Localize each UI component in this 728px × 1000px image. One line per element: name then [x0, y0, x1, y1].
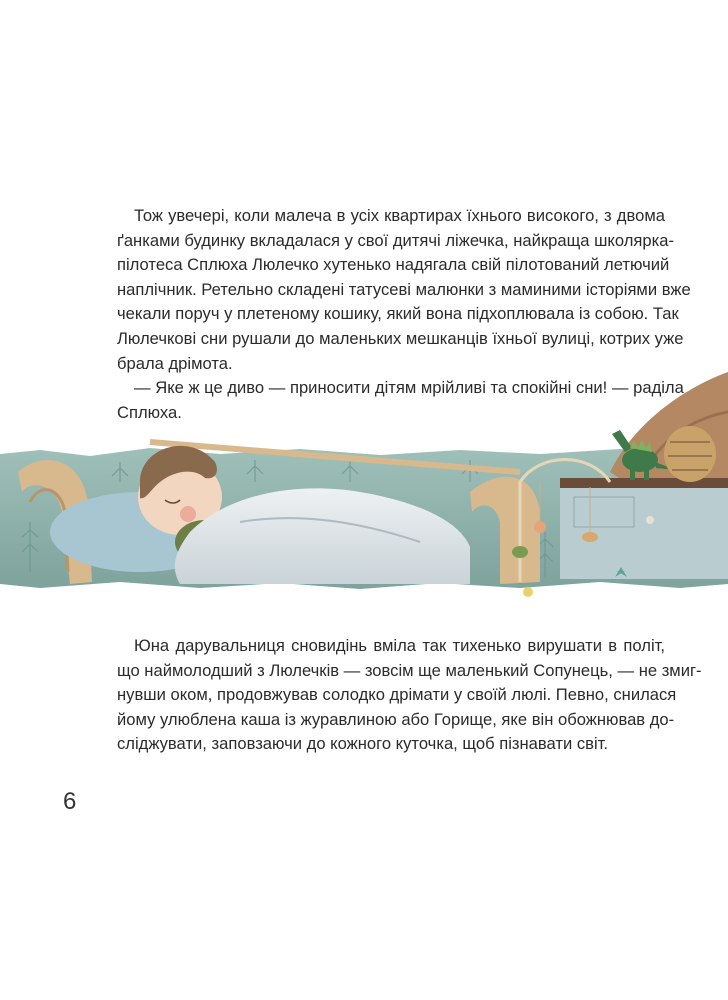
text-line: чекали поруч у плетеному кошику, який вона підхоплювала із собою. Так [117, 304, 679, 324]
text-line: йому улюблена каша із журавлиною або Горище, яке він обожнював до- [117, 709, 675, 729]
text-line: брала дрімота. [117, 353, 233, 373]
text-line: нувши оком, продовжував солодко дрімати у своїй люлі. Певно, снилася [117, 685, 677, 705]
basket-icon [664, 426, 716, 482]
text-line: Люлечкові сни рушали до маленьких мешканців їхньої вулиці, котрих уже [117, 328, 684, 348]
text-line: наплічник. Ретельно складені татусеві малюнки з маминими історіями вже [117, 279, 691, 299]
illustration-svg [0, 372, 728, 610]
text-line: сліджувати, заповзаючи до кожного куточка, щоб пізнавати світ. [117, 734, 609, 754]
text-line: Юна дарувальниця сновидінь вміла так тихенько вирушати в політ, [134, 636, 665, 655]
cabinet [560, 484, 728, 579]
text-line: — Яке ж це диво — приносити дітям мрійливі та спокійні сни! — раділа [134, 378, 684, 398]
text-line: Тож увечері, коли малеча в усіх квартирах їхнього високого, з двома [134, 206, 665, 225]
page-number: 6 [63, 788, 77, 815]
text-lower [117, 634, 702, 757]
text-line: Сплюха. [117, 402, 182, 422]
wooden-arch [610, 372, 728, 492]
bedtime-illustration [0, 372, 728, 610]
text-line: ґанками будинку вкладалася у свої дитячі ліжечка, найкраща школярка- [117, 230, 674, 250]
text-line: пілотеса Сплюха Люлечко хутенько надягала свій пілотований летючий [117, 255, 670, 275]
text-line: що наймолодший з Люлечків — зовсім ще маленький Сопунець, — не змиг- [117, 660, 702, 680]
